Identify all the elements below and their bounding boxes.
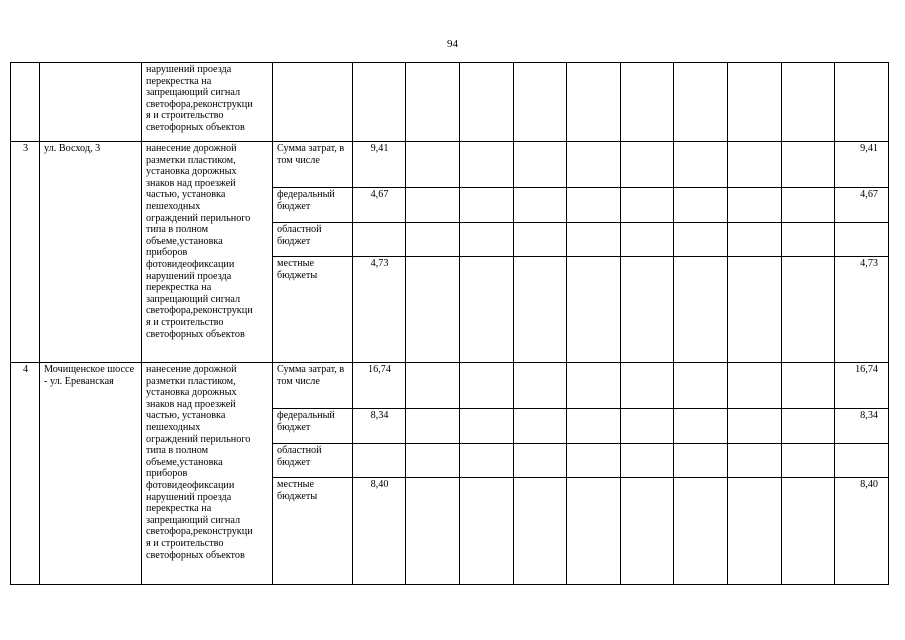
empty-cell	[567, 223, 621, 257]
empty-cell	[460, 363, 514, 409]
empty-cell	[514, 409, 567, 444]
empty-cell	[782, 444, 835, 478]
value-cell: 8,34	[353, 409, 406, 444]
source-cell: местные бюджеты	[273, 257, 353, 363]
empty-cell	[514, 223, 567, 257]
empty-cell	[621, 223, 674, 257]
source-cell: федеральный бюджет	[273, 188, 353, 223]
value-cell	[353, 223, 406, 257]
total-cell: 4,73	[835, 257, 889, 363]
value-cell: 9,41	[353, 142, 406, 188]
empty-cell	[567, 142, 621, 188]
empty-cell	[567, 409, 621, 444]
table-row	[11, 142, 889, 188]
empty-cell	[728, 63, 782, 142]
empty-cell	[514, 188, 567, 223]
empty-cell	[460, 142, 514, 188]
empty-cell	[782, 478, 835, 585]
empty-cell	[728, 142, 782, 188]
empty-cell	[621, 188, 674, 223]
empty-cell	[514, 63, 567, 142]
empty-cell	[514, 478, 567, 585]
empty-cell	[406, 257, 460, 363]
empty-cell	[782, 257, 835, 363]
empty-cell	[567, 478, 621, 585]
continuation-row	[11, 63, 889, 142]
total-cell: 9,41	[835, 142, 889, 188]
empty-cell	[674, 188, 728, 223]
source-cell: областной бюджет	[273, 223, 353, 257]
empty-cell	[460, 444, 514, 478]
empty-cell	[514, 363, 567, 409]
source-cell: местные бюджеты	[273, 478, 353, 585]
source-cell: Сумма затрат, в том числе	[273, 363, 353, 409]
empty-cell	[782, 142, 835, 188]
empty-cell	[460, 63, 514, 142]
empty-cell	[514, 142, 567, 188]
empty-cell	[674, 63, 728, 142]
empty-cell	[567, 257, 621, 363]
value-cell: 4,67	[353, 188, 406, 223]
measure-cell: нанесение дорожной разметки пластиком, установка дорожных знаков над проезжей частью, установка пешеходных ограждений перильного типа в полном объеме,установка приборов фотовидеофиксации нарушений проезда перекрестка на запрещающий сигнал светофора,реконструкци я и строительство светофорных объектов	[142, 363, 273, 585]
measure-cell: нанесение дорожной разметки пластиком, установка дорожных знаков над проезжей частью, установка пешеходных ограждений перильного типа в полном объеме,установка приборов фотовидеофиксации нарушений проезда перекрестка на запрещающий сигнал светофора,реконструкци я и строительство светофорных объектов	[142, 142, 273, 363]
empty-cell	[460, 188, 514, 223]
empty-cell	[674, 444, 728, 478]
empty-cell	[674, 142, 728, 188]
budget-table	[10, 62, 889, 585]
empty-cell	[621, 409, 674, 444]
empty-cell	[621, 142, 674, 188]
empty-cell	[460, 257, 514, 363]
empty-cell	[728, 223, 782, 257]
total-cell: 16,74	[835, 363, 889, 409]
source-cell: Сумма затрат, в том числе	[273, 142, 353, 188]
source-cell: федеральный бюджет	[273, 409, 353, 444]
row-number: 4	[11, 363, 40, 585]
location-cell: Мочищенское шоссе - ул. Ереванская	[40, 363, 142, 585]
empty-cell	[728, 257, 782, 363]
location-cell: ул. Восход, 3	[40, 142, 142, 363]
total-cell	[835, 63, 889, 142]
source-cell: областной бюджет	[273, 444, 353, 478]
empty-cell	[728, 363, 782, 409]
total-cell: 8,40	[835, 478, 889, 585]
empty-cell	[406, 223, 460, 257]
total-cell: 8,34	[835, 409, 889, 444]
empty-cell	[674, 257, 728, 363]
total-cell	[835, 444, 889, 478]
empty-cell	[567, 63, 621, 142]
empty-cell	[782, 223, 835, 257]
empty-cell	[728, 188, 782, 223]
empty-cell	[460, 223, 514, 257]
empty-cell	[621, 363, 674, 409]
value-cell: 4,73	[353, 257, 406, 363]
measure-cell: нарушений проезда перекрестка на запрещающий сигнал светофора,реконструкци я и строительство светофорных объектов	[142, 63, 273, 142]
empty-cell	[674, 363, 728, 409]
empty-cell	[460, 409, 514, 444]
empty-cell	[621, 257, 674, 363]
number-cell	[11, 63, 40, 142]
empty-cell	[406, 63, 460, 142]
empty-cell	[674, 409, 728, 444]
source-cell	[273, 63, 353, 142]
empty-cell	[406, 409, 460, 444]
empty-cell	[782, 409, 835, 444]
row-number: 3	[11, 142, 40, 363]
empty-cell	[567, 444, 621, 478]
empty-cell	[674, 478, 728, 585]
empty-cell	[621, 63, 674, 142]
empty-cell	[514, 257, 567, 363]
empty-cell	[567, 188, 621, 223]
table-row	[11, 363, 889, 409]
total-cell	[835, 223, 889, 257]
empty-cell	[406, 188, 460, 223]
empty-cell	[728, 409, 782, 444]
empty-cell	[728, 478, 782, 585]
location-cell	[40, 63, 142, 142]
value-cell	[353, 63, 406, 142]
empty-cell	[567, 363, 621, 409]
value-cell: 8,40	[353, 478, 406, 585]
empty-cell	[406, 142, 460, 188]
empty-cell	[782, 363, 835, 409]
empty-cell	[460, 478, 514, 585]
value-cell	[353, 444, 406, 478]
empty-cell	[782, 188, 835, 223]
empty-cell	[406, 363, 460, 409]
empty-cell	[728, 444, 782, 478]
empty-cell	[406, 478, 460, 585]
empty-cell	[621, 444, 674, 478]
empty-cell	[782, 63, 835, 142]
page-number: 94	[447, 38, 458, 50]
empty-cell	[406, 444, 460, 478]
empty-cell	[621, 478, 674, 585]
total-cell: 4,67	[835, 188, 889, 223]
empty-cell	[674, 223, 728, 257]
empty-cell	[514, 444, 567, 478]
value-cell: 16,74	[353, 363, 406, 409]
